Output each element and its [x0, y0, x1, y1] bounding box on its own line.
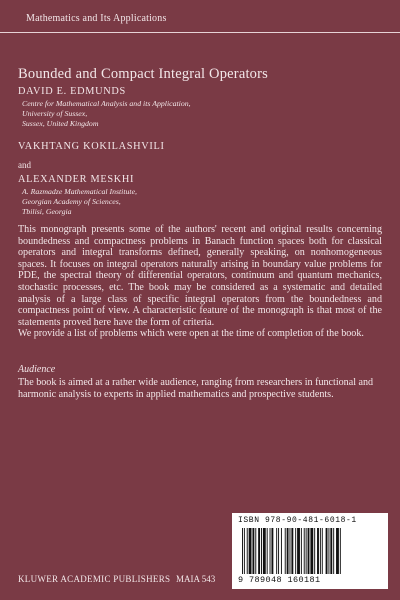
- author-name: VAKHTANG KOKILASHVILI: [18, 141, 165, 152]
- barcode-bar: [278, 528, 279, 574]
- barcode-bar: [249, 528, 252, 574]
- series-name: Mathematics and Its Applications: [26, 13, 167, 24]
- barcode-bar: [308, 528, 310, 574]
- barcode-bar: [244, 528, 245, 574]
- barcode-bar: [322, 528, 323, 574]
- barcode-bar: [340, 528, 341, 574]
- author-name: DAVID E. EDMUNDS: [18, 86, 126, 97]
- barcode-bar: [330, 528, 332, 574]
- barcode-bar: [314, 528, 315, 574]
- barcode-bar: [326, 528, 328, 574]
- barcode-bar: [310, 528, 313, 574]
- barcode-bar: [297, 528, 300, 574]
- barcode-bar: [261, 528, 262, 574]
- barcode-bar: [271, 528, 273, 574]
- barcode-bar: [270, 528, 271, 574]
- and-text: and: [18, 160, 31, 170]
- author-affiliation: Centre for Mathematical Analysis and its Application, University of Sussex, Sussex, United Kingdom: [22, 99, 191, 128]
- description: [18, 224, 382, 340]
- barcode-bar: [276, 528, 277, 574]
- barcode-bar: [258, 528, 260, 574]
- barcode-bar: [328, 528, 329, 574]
- ean-number: 9 789048 160181: [238, 575, 321, 585]
- barcode-bar: [306, 528, 307, 574]
- barcode-bar: [290, 528, 291, 574]
- isbn-text: ISBN 978-90-481-6018-1: [238, 516, 357, 525]
- barcode-bar: [255, 528, 256, 574]
- barcode-bar: [301, 528, 302, 574]
- barcode-bar: [291, 528, 293, 574]
- barcode-bar: [287, 528, 289, 574]
- barcode: [232, 513, 388, 589]
- book-title: Bounded and Compact Integral Operators: [18, 66, 269, 82]
- barcode-bar: [285, 528, 286, 574]
- barcode-bar: [252, 528, 254, 574]
- barcode-bar: [333, 528, 334, 574]
- description-paragraph: This monograph presents some of the authors' recent and original results concerning boundedness and compactness problems in Banach function spaces both for classical operators and integral transforms defined, generally speaking, on nonhomogeneous spaces. It focuses on integral operators naturally arising in boundary value problems for PDE, the spectral theory of differential operators, continuum and quantum mechanics, stochastic processes, etc. The book may be considered as a systematic and detailed analysis of a large class of specific integral operators from the boundedness and compactness point of view. A characteristic feature of the monograph is that most of the statements proved here have the form of criteria.: [18, 224, 382, 328]
- barcode-bar: [263, 528, 266, 574]
- series-header: [0, 0, 400, 33]
- series-code: MAIA 543: [176, 574, 216, 584]
- description-paragraph: We provide a list of problems which were open at the time of completion of the book.: [18, 328, 364, 340]
- barcode-bars: [242, 528, 378, 574]
- barcode-bar: [320, 528, 321, 574]
- barcode-bar: [242, 528, 243, 574]
- barcode-bar: [295, 528, 296, 574]
- barcode-bar: [247, 528, 248, 574]
- barcode-bar: [336, 528, 339, 574]
- barcode-bar: [317, 528, 319, 574]
- audience-text: The book is aimed at a rather wide audience, ranging from researchers in functional and harmonic analysis to experts in applied mathematics and prospective students.: [18, 377, 374, 400]
- author-affiliation: A. Razmadze Mathematical Institute, Georgian Academy of Sciences, Tbilisi, Georgia: [22, 187, 137, 216]
- author-name: ALEXANDER MESKHI: [18, 174, 135, 185]
- audience-heading: Audience: [18, 364, 56, 375]
- barcode-bar: [267, 528, 268, 574]
- barcode-bar: [281, 528, 282, 574]
- publisher-name: KLUWER ACADEMIC PUBLISHERS: [18, 574, 171, 584]
- barcode-bar: [304, 528, 305, 574]
